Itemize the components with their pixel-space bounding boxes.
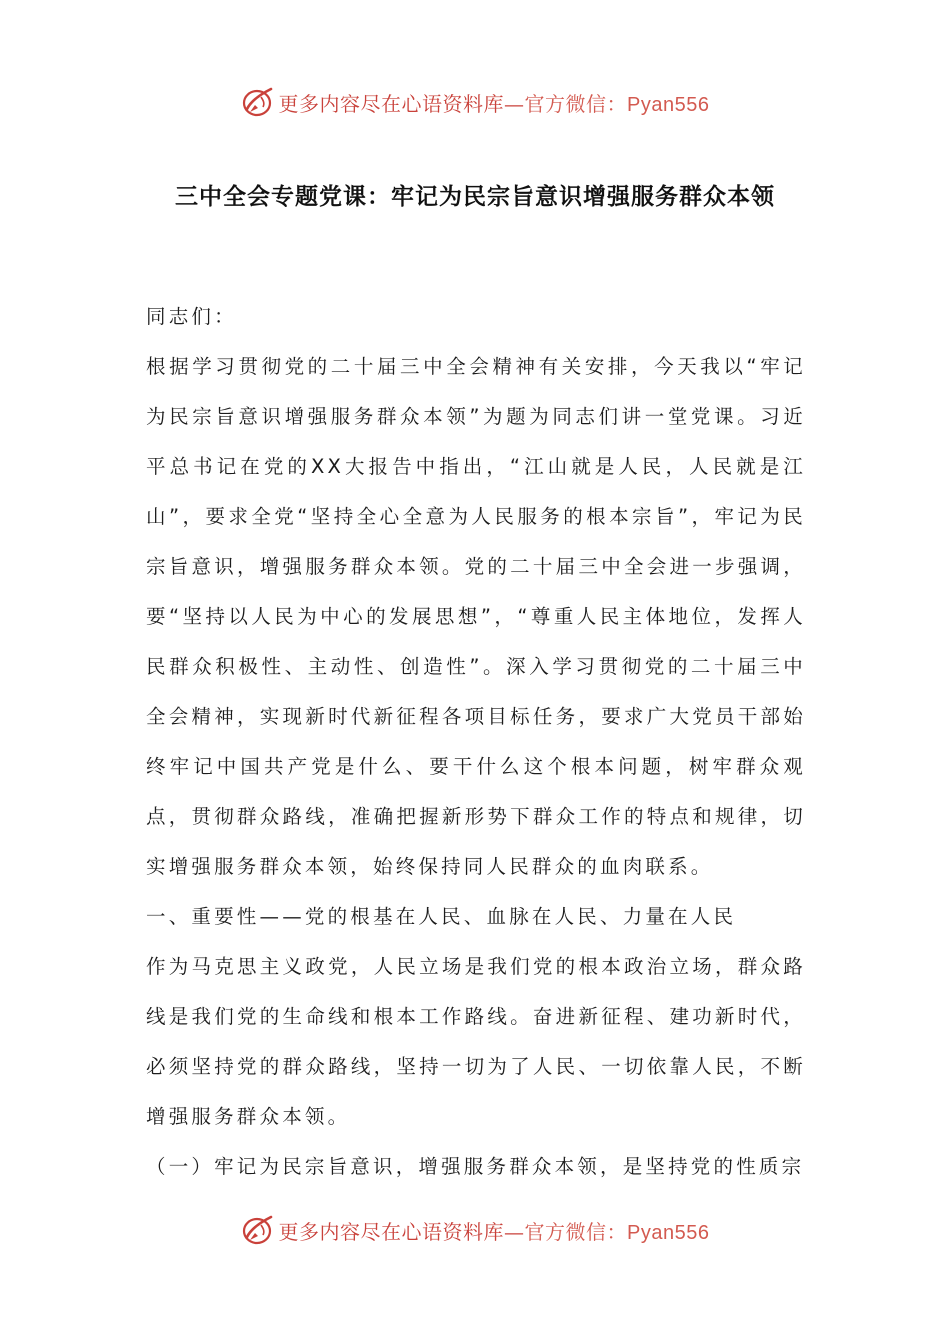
salutation: 同志们：: [146, 305, 237, 328]
header-banner: [0, 80, 950, 124]
pen-logo-icon: [241, 85, 275, 119]
banner-text: [279, 88, 710, 117]
body-paragraph: 根据学习贯彻党的二十届三中全会精神有关安排，今天我以“牢记为民宗旨意识增强服务群众本领”为题为同志们讲一堂党课。习近平总书记在党的XX大报告中指出，“江山就是人民，人民就是江山”，要求全党“坚持全心全意为人民服务的根本宗旨”，牢记为民宗旨意识，增强服务群众本领。党的二十届三中全会进一步强调，要“坚持以人民为中心的发展思想”，“尊重人民主体地位，发挥人民群众积极性、主动性、创造性”。深入学习贯彻党的二十届三中全会精神，实现新时代新征程各项目标任务，要求广大党员干部始终牢记中国共产党是什么、要干什么这个根本问题，树牢群众观点，贯彻群众路线，准确把握新形势下群众工作的特点和规律，切实增强服务群众本领，始终保持同人民群众的血肉联系。: [146, 355, 806, 878]
document-body: [146, 292, 806, 1192]
banner-library-text: 更多内容尽在心语资料库: [278, 91, 505, 116]
banner-wechat-id: Pyan556: [627, 1221, 710, 1244]
banner-dash: —: [504, 1219, 525, 1244]
banner-text: [279, 1216, 710, 1245]
banner-wechat-id: Pyan556: [627, 93, 710, 116]
banner-library-text: 更多内容尽在心语资料库: [278, 1219, 505, 1244]
body-paragraph: 作为马克思主义政党，人民立场是我们党的根本政治立场，群众路线是我们党的生命线和根本工作路线。奋进新征程、建功新时代，必须坚持党的群众路线，坚持一切为了人民、一切依靠人民，不断增强服务群众本领。: [146, 955, 806, 1128]
subsection-heading: （一）牢记为民宗旨意识，增强服务群众本领，是坚持党的性质宗: [146, 1155, 805, 1178]
banner-wechat-label: 官方微信：: [524, 1219, 628, 1244]
document-title: 三中全会专题党课：牢记为民宗旨意识增强服务群众本领: [175, 183, 775, 210]
banner-wechat-label: 官方微信：: [524, 91, 628, 116]
section-heading: 一、重要性——党的根基在人民、血脉在人民、力量在人民: [146, 905, 737, 928]
footer-banner: [0, 1208, 950, 1252]
pen-logo-icon: [241, 1213, 275, 1247]
banner-dash: —: [504, 91, 525, 116]
